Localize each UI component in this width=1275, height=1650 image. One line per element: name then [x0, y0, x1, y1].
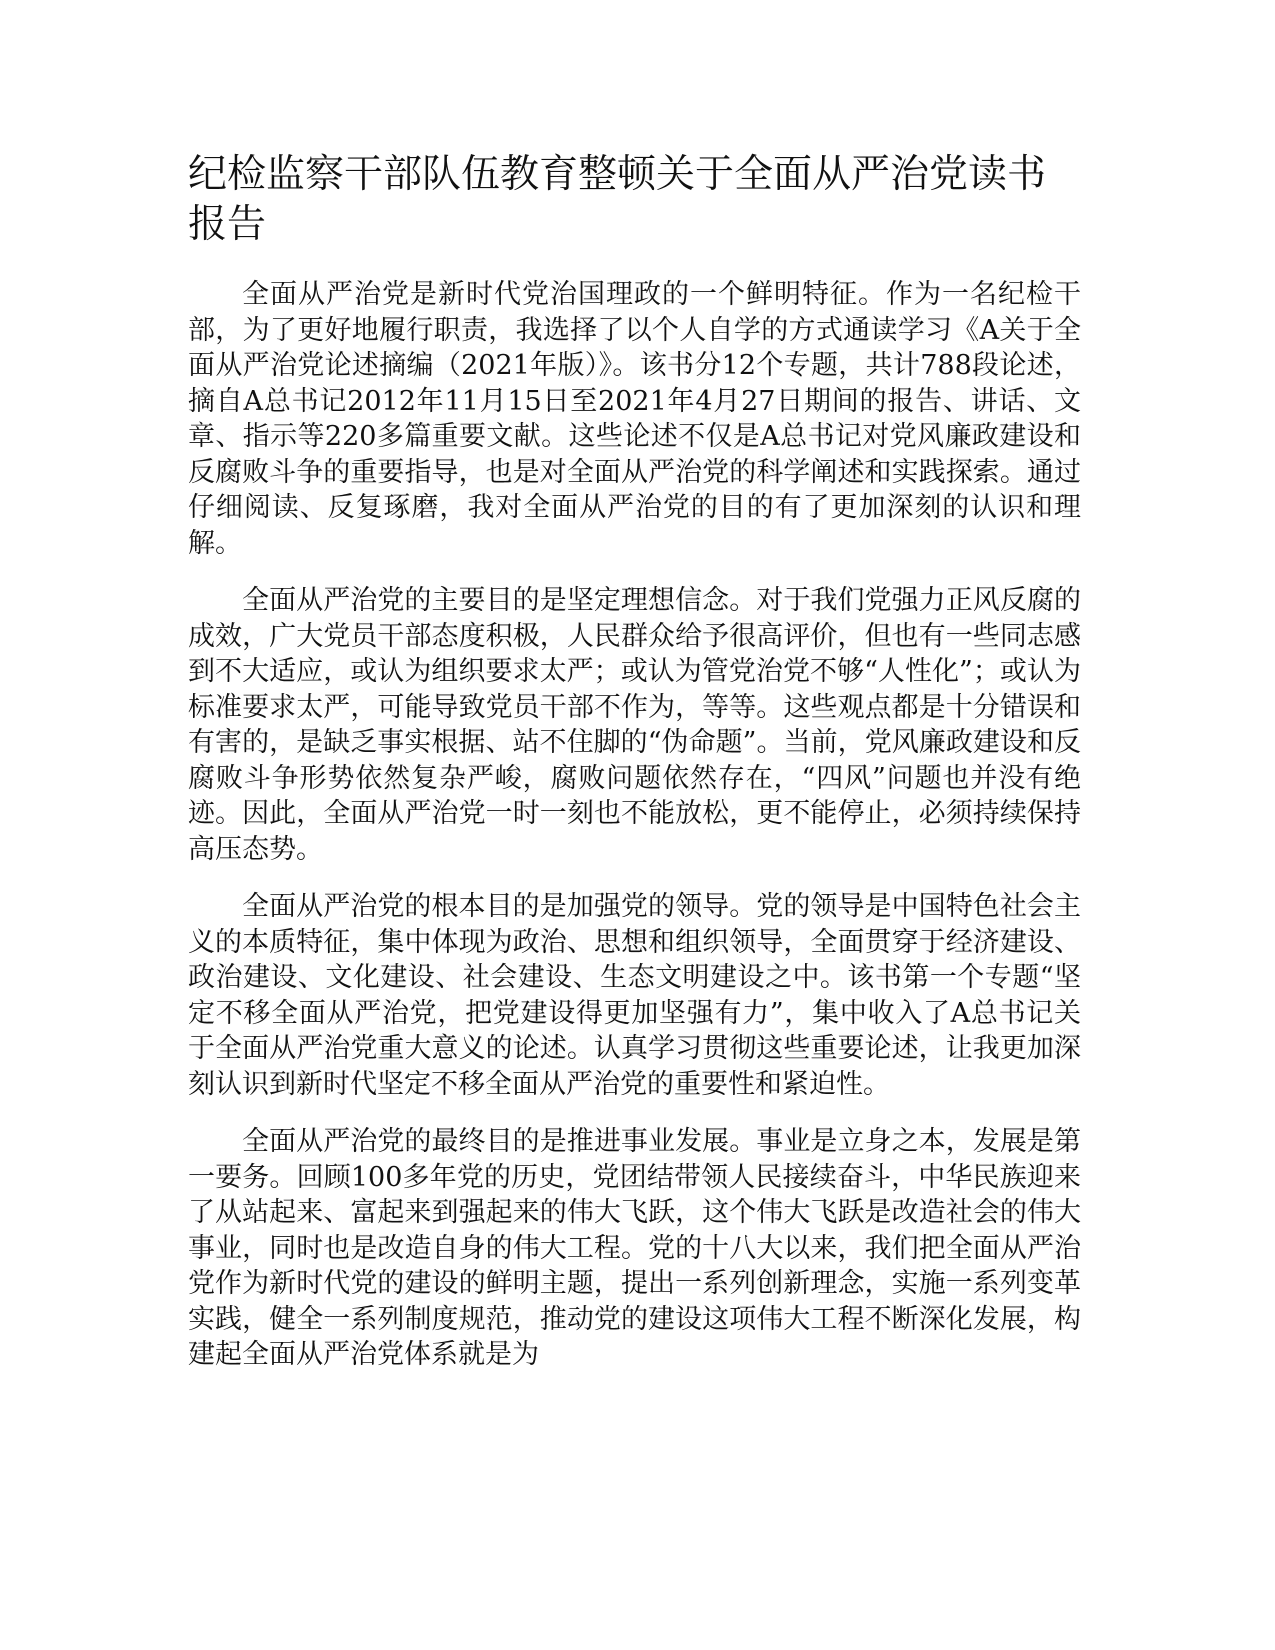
- paragraph-3: 全面从严治党的根本目的是加强党的领导。党的领导是中国特色社会主义的本质特征，集中体现为政治、思想和组织领导，全面贯穿于经济建设、政治建设、文化建设、社会建设、生态文明建设之中。该书第一个专题“坚定不移全面从严治党，把党建设得更加坚强有力”，集中收入了A总书记关于全面从严治党重大意义的论述。认真学习贯彻这些重要论述，让我更加深刻认识到新时代坚定不移全面从严治党的重要性和紧迫性。: [188, 891, 1081, 1100]
- paragraph-4: 全面从严治党的最终目的是推进事业发展。事业是立身之本，发展是第一要务。回顾100多年党的历史，党团结带领人民接续奋斗，中华民族迎来了从站起来、富起来到强起来的伟大飞跃，这个伟大飞跃是改造社会的伟大事业，同时也是改造自身的伟大工程。党的十八大以来，我们把全面从严治党作为新时代党的建设的鲜明主题，提出一系列创新理念，实施一系列变革实践，健全一系列制度规范，推动党的建设这项伟大工程不断深化发展，构建起全面从严治党体系就是为: [188, 1126, 1081, 1370]
- document-body: [188, 277, 1081, 1395]
- paragraph-1: 全面从严治党是新时代党治国理政的一个鲜明特征。作为一名纪检干部，为了更好地履行职责，我选择了以个人自学的方式通读学习《A关于全面从严治党论述摘编（2021年版）》。该书分12个专题，共计788段论述，摘自A总书记2012年11月15日至2021年4月27日期间的报告、讲话、文章、指示等220多篇重要文献。这些论述不仅是A总书记对党风廉政建设和反腐败斗争的重要指导，也是对全面从严治党的科学阐述和实践探索。通过仔细阅读、反复琢磨，我对全面从严治党的目的有了更加深刻的认识和理解。: [188, 279, 1081, 559]
- paragraph-2: 全面从严治党的主要目的是坚定理想信念。对于我们党强力正风反腐的成效，广大党员干部态度积极，人民群众给予很高评价，但也有一些同志感到不大适应，或认为组织要求太严；或认为管党治党不够“人性化”；或认为标准要求太严，可能导致党员干部不作为，等等。这些观点都是十分错误和有害的，是缺乏事实根据、站不住脚的“伪命题”。当前，党风廉政建设和反腐败斗争形势依然复杂严峻，腐败问题依然存在，“四风”问题也并没有绝迹。因此，全面从严治党一时一刻也不能放松，更不能停止，必须持续保持高压态势。: [188, 585, 1081, 865]
- document-title: 纪检监察干部队伍教育整顿关于全面从严治党读书报告: [188, 152, 1047, 247]
